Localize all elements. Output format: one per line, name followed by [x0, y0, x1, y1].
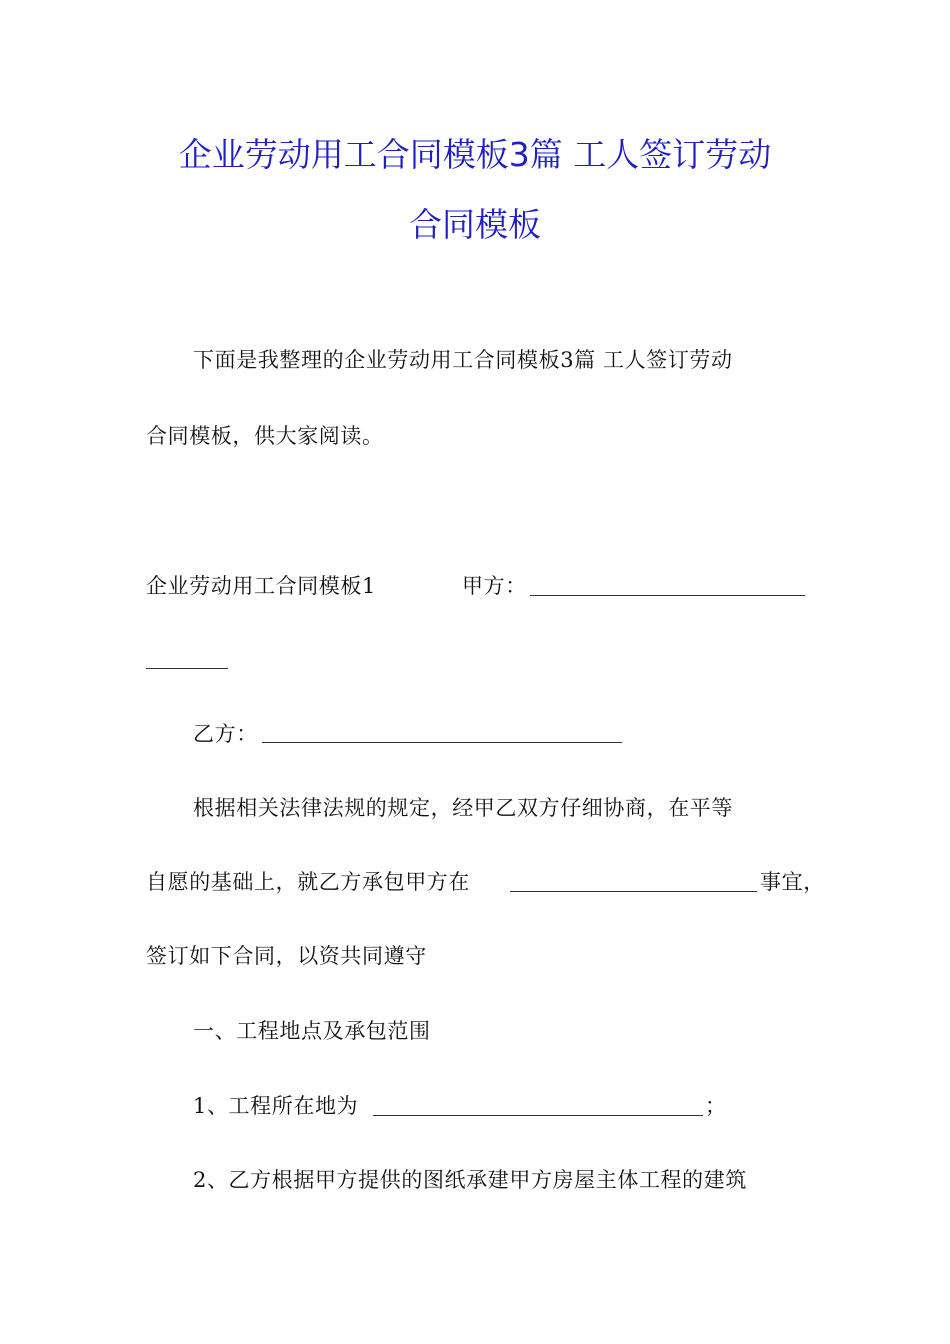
clause-1-item-1-suffix: ； [705, 1094, 727, 1118]
paragraph-1-line-3: 签订如下合同，以资共同遵守 [146, 944, 427, 968]
paragraph-1-line-2-end: 事宜， [760, 870, 825, 894]
party-a-label: 甲方： [462, 574, 527, 598]
clause-1-item-2-line-1: 2、乙方根据甲方提供的图纸承建甲方房屋主体工程的建筑 [193, 1168, 747, 1192]
party-b-label: 乙方： [193, 722, 258, 746]
party-b-blank [262, 742, 622, 743]
clause-1-heading: 一、工程地点及承包范围 [193, 1019, 431, 1043]
contract-matter-blank [510, 891, 757, 892]
party-a-blank [530, 595, 805, 596]
party-a-blank-continued [146, 668, 228, 669]
intro-line-2: 合同模板，供大家阅读。 [146, 424, 384, 448]
paragraph-1-line-2-start: 自愿的基础上，就乙方承包甲方在 [146, 870, 470, 894]
document-title-line-1: 企业劳动用工合同模板3篇 工人签订劳动 [178, 135, 772, 174]
paragraph-1-line-1: 根据相关法律法规的规定，经甲乙双方仔细协商，在平等 [193, 796, 733, 820]
section-1-heading: 企业劳动用工合同模板1 [146, 574, 376, 598]
intro-line-1: 下面是我整理的企业劳动用工合同模板3篇 工人签订劳动 [193, 348, 733, 372]
project-location-blank [373, 1115, 703, 1116]
document-title-line-2: 合同模板 [409, 205, 541, 244]
clause-1-item-1-prefix: 1、工程所在地为 [193, 1094, 359, 1118]
